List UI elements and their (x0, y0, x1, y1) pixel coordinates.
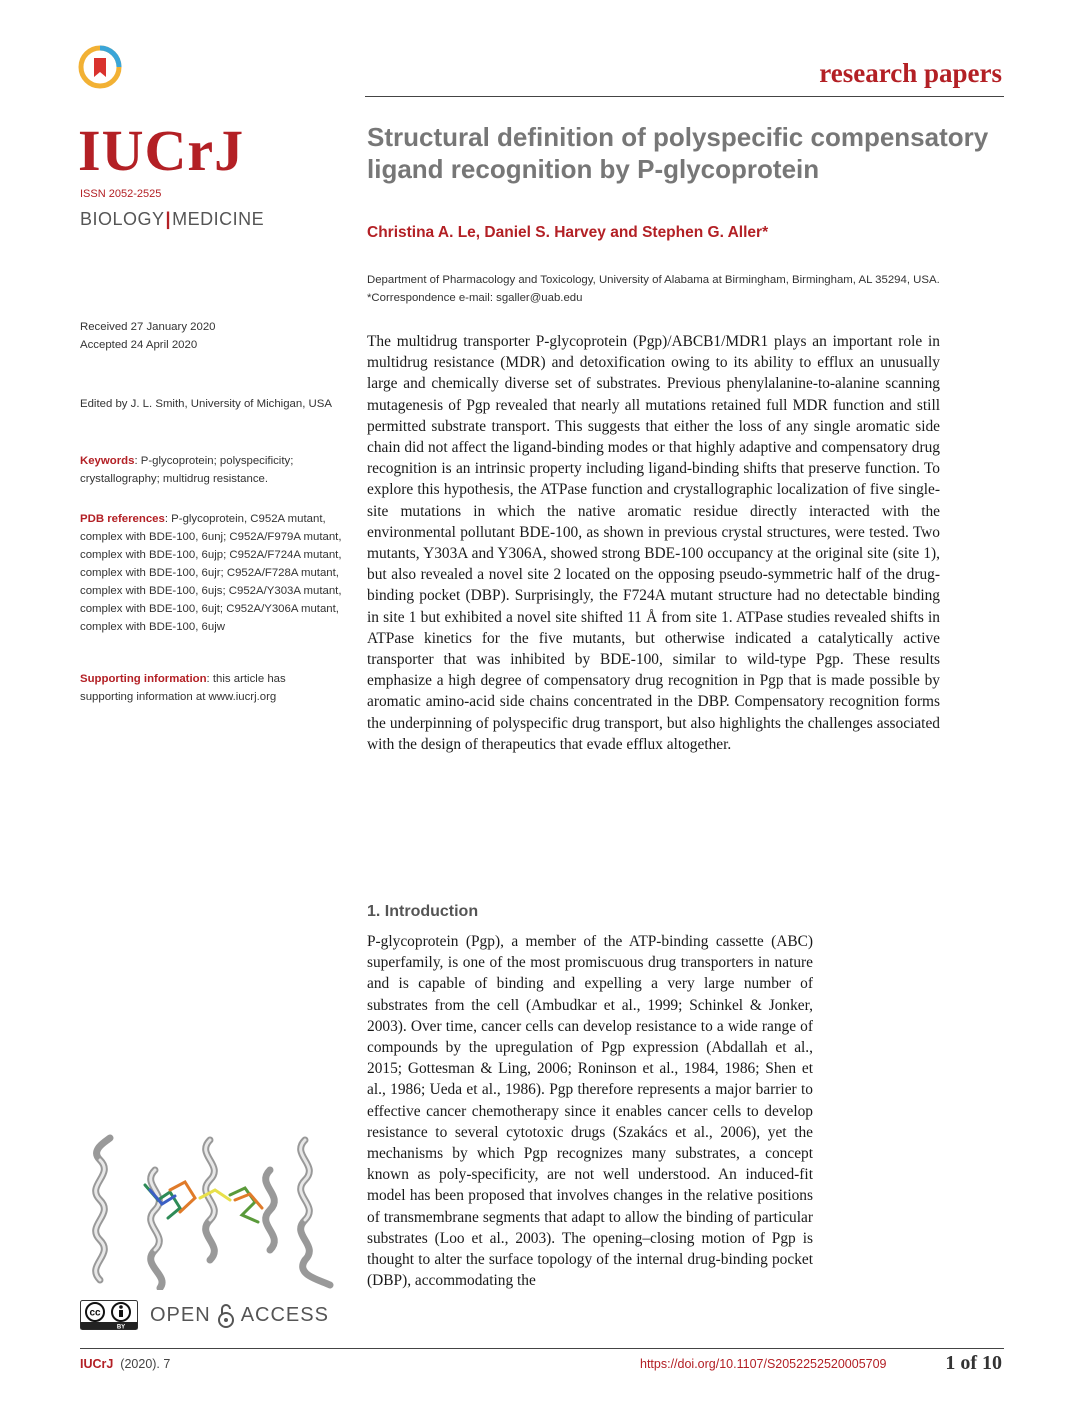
issn-label: ISSN 2052-2525 (80, 188, 162, 200)
journal-logo: IUCrJ (78, 118, 245, 183)
keywords-block (80, 452, 342, 488)
by-text: BY (116, 1324, 126, 1330)
cc-text: cc (89, 1307, 101, 1319)
pdb-references-block (80, 510, 342, 636)
pdb-text: : P-glycoprotein, C952A mutant, complex with BDE-100, 6unj; C952A/F979A mutant, complex with BDE-100, 6ujp; C952A/F724A mutant, complex with BDE-100, 6ujr; C952A/F728A mutant, complex with BDE-100, 6ujs; C952A/Y303A mutant, complex with BDE-100, 6ujt; C952A/Y306A mutant, complex with BDE-100, 6ujw (80, 513, 342, 633)
affiliation-text: Department of Pharmacology and Toxicology, University of Alabama at Birmingham, Birmingham, AL 35294, USA. (367, 274, 940, 286)
section-heading-introduction: 1. Introduction (367, 903, 479, 920)
page-number: 1 of 10 (945, 1352, 1002, 1374)
editor-note: Edited by J. L. Smith, University of Michigan, USA (80, 398, 332, 410)
keywords-text: : P-glycoprotein; polyspecificity; crystallography; multidrug resistance. (80, 455, 294, 485)
supporting-info-block (80, 670, 342, 706)
article-title: Structural definition of polyspecific compensatory ligand recognition by P-glycoprotein (367, 122, 989, 184)
open-access-label (150, 1302, 329, 1328)
subject-left: BIOLOGY (80, 209, 165, 229)
header-divider (365, 96, 1004, 97)
subject-label (80, 209, 264, 230)
received-date: Received 27 January 2020 (80, 321, 216, 333)
section-label: research papers (819, 58, 1002, 88)
journal-badge-icon (78, 45, 122, 89)
pdb-label[interactable]: PDB references (80, 513, 165, 525)
introduction-body: P-glycoprotein (Pgp), a member of the ATP-binding cassette (ABC) superfamily, is one of the most promiscuous drug transporters in nature and is capable of binding and expelling a very large number of substrates from the cell (Ambudkar et al., 1999; Schinkel & Jonker, 2003). Over time, cancer cells can develop resistance to a wide range of compounds by the upregulation of Pgp expression (Abdallah et al., 2015; Gottesman & Ling, 2006; Roninson et al., 1984, 1986; Shen et al., 1986; Ueda et al., 1986). Pgp therefore represents a major barrier to effective cancer chemotherapy since it enables cancer cells to develop resistance to several cytotoxic drugs (Szakács et al., 2006), yet the mechanisms by which Pgp recognizes many substrates, a concept known as poly-specificity, are not well understood. An induced-fit model has been proposed that involves changes in the relative positions of transmembrane segments that adapt to allow the binding of particular substrates (Loo et al., 2003). The opening–closing motion of Pgp is thought to alter the surface topology of the internal drug-binding pocket (DBP), accommodating the (367, 933, 813, 1290)
supporting-text: : this article has supporting information at www.iucrj.org (80, 673, 286, 703)
footer-journal-name: IUCrJ (80, 1357, 114, 1371)
access-text: ACCESS (240, 1303, 329, 1326)
affiliation-block (367, 271, 1007, 307)
open-lock-icon (217, 1302, 235, 1328)
footer-year-volume: (2020). 7 (120, 1357, 171, 1371)
footer-divider (80, 1348, 1004, 1349)
doi-link[interactable]: https://doi.org/10.1107/S2052252520005709 (640, 1357, 887, 1371)
supporting-label[interactable]: Supporting information (80, 673, 207, 685)
footer-citation (80, 1357, 170, 1371)
subject-separator: | (165, 209, 172, 229)
correspondence-text: *Correspondence e-mail: sgaller@uab.edu (367, 292, 583, 304)
protein-structure-image (80, 1130, 338, 1290)
author-list: Christina A. Le, Daniel S. Harvey and Stephen G. Aller* (367, 224, 769, 241)
article-dates (80, 318, 342, 354)
keywords-label: Keywords (80, 455, 135, 467)
abstract-text: The multidrug transporter P-glycoprotein (Pgp)/ABCB1/MDR1 plays an important role in multidrug resistance (MDR) and detoxification owing to its ability to efflux an unusually large and chemically diverse set of substrates. Previous phenylalanine-to-alanine scanning mutagenesis of Pgp revealed that nearly all mutations retained full MDR function and still permitted substrate transport. This suggests that either the loss of any single aromatic side chain did not affect the ligand-binding modes or that highly adaptive and compensatory drug recognition is an intrinsic property including ligand-binding shifts that preserve function. To explore this hypothesis, the ATPase function and crystallographic localization of five single-site mutations in which the native aromatic residue directly interacted with the environmental pollutant BDE-100, as shown in previous crystal structures, were tested. Two mutants, Y303A and Y306A, showed strong BDE-100 occupancy at the original site (site 1), but also revealed a novel site 2 located on the opposing pseudo-symmetric half of the drug-binding pocket (DBP). Surprisingly, the F724A mutant structure had no detectable binding in site 1 but exhibited a novel site shifted 11 Å from site 1. ATPase studies revealed shifts in ATPase kinetics for the five mutants, but otherwise indicated a catalytically active transporter that was inhibited by BDE-100, similar to wild-type Pgp. These results emphasize a high degree of compensatory drug recognition in Pgp that is made possible by aromatic amino-acid side chains concentrated in the DBP. Compensatory recognition forms the underpinning of polyspecific drug transport, but also highlights the challenges associated with the design of therapeutics that evade efflux altogether. (367, 333, 940, 753)
subject-right: MEDICINE (172, 209, 265, 229)
open-text: OPEN (150, 1303, 211, 1326)
creative-commons-icon[interactable] (80, 1300, 138, 1330)
accepted-date: Accepted 24 April 2020 (80, 339, 198, 351)
